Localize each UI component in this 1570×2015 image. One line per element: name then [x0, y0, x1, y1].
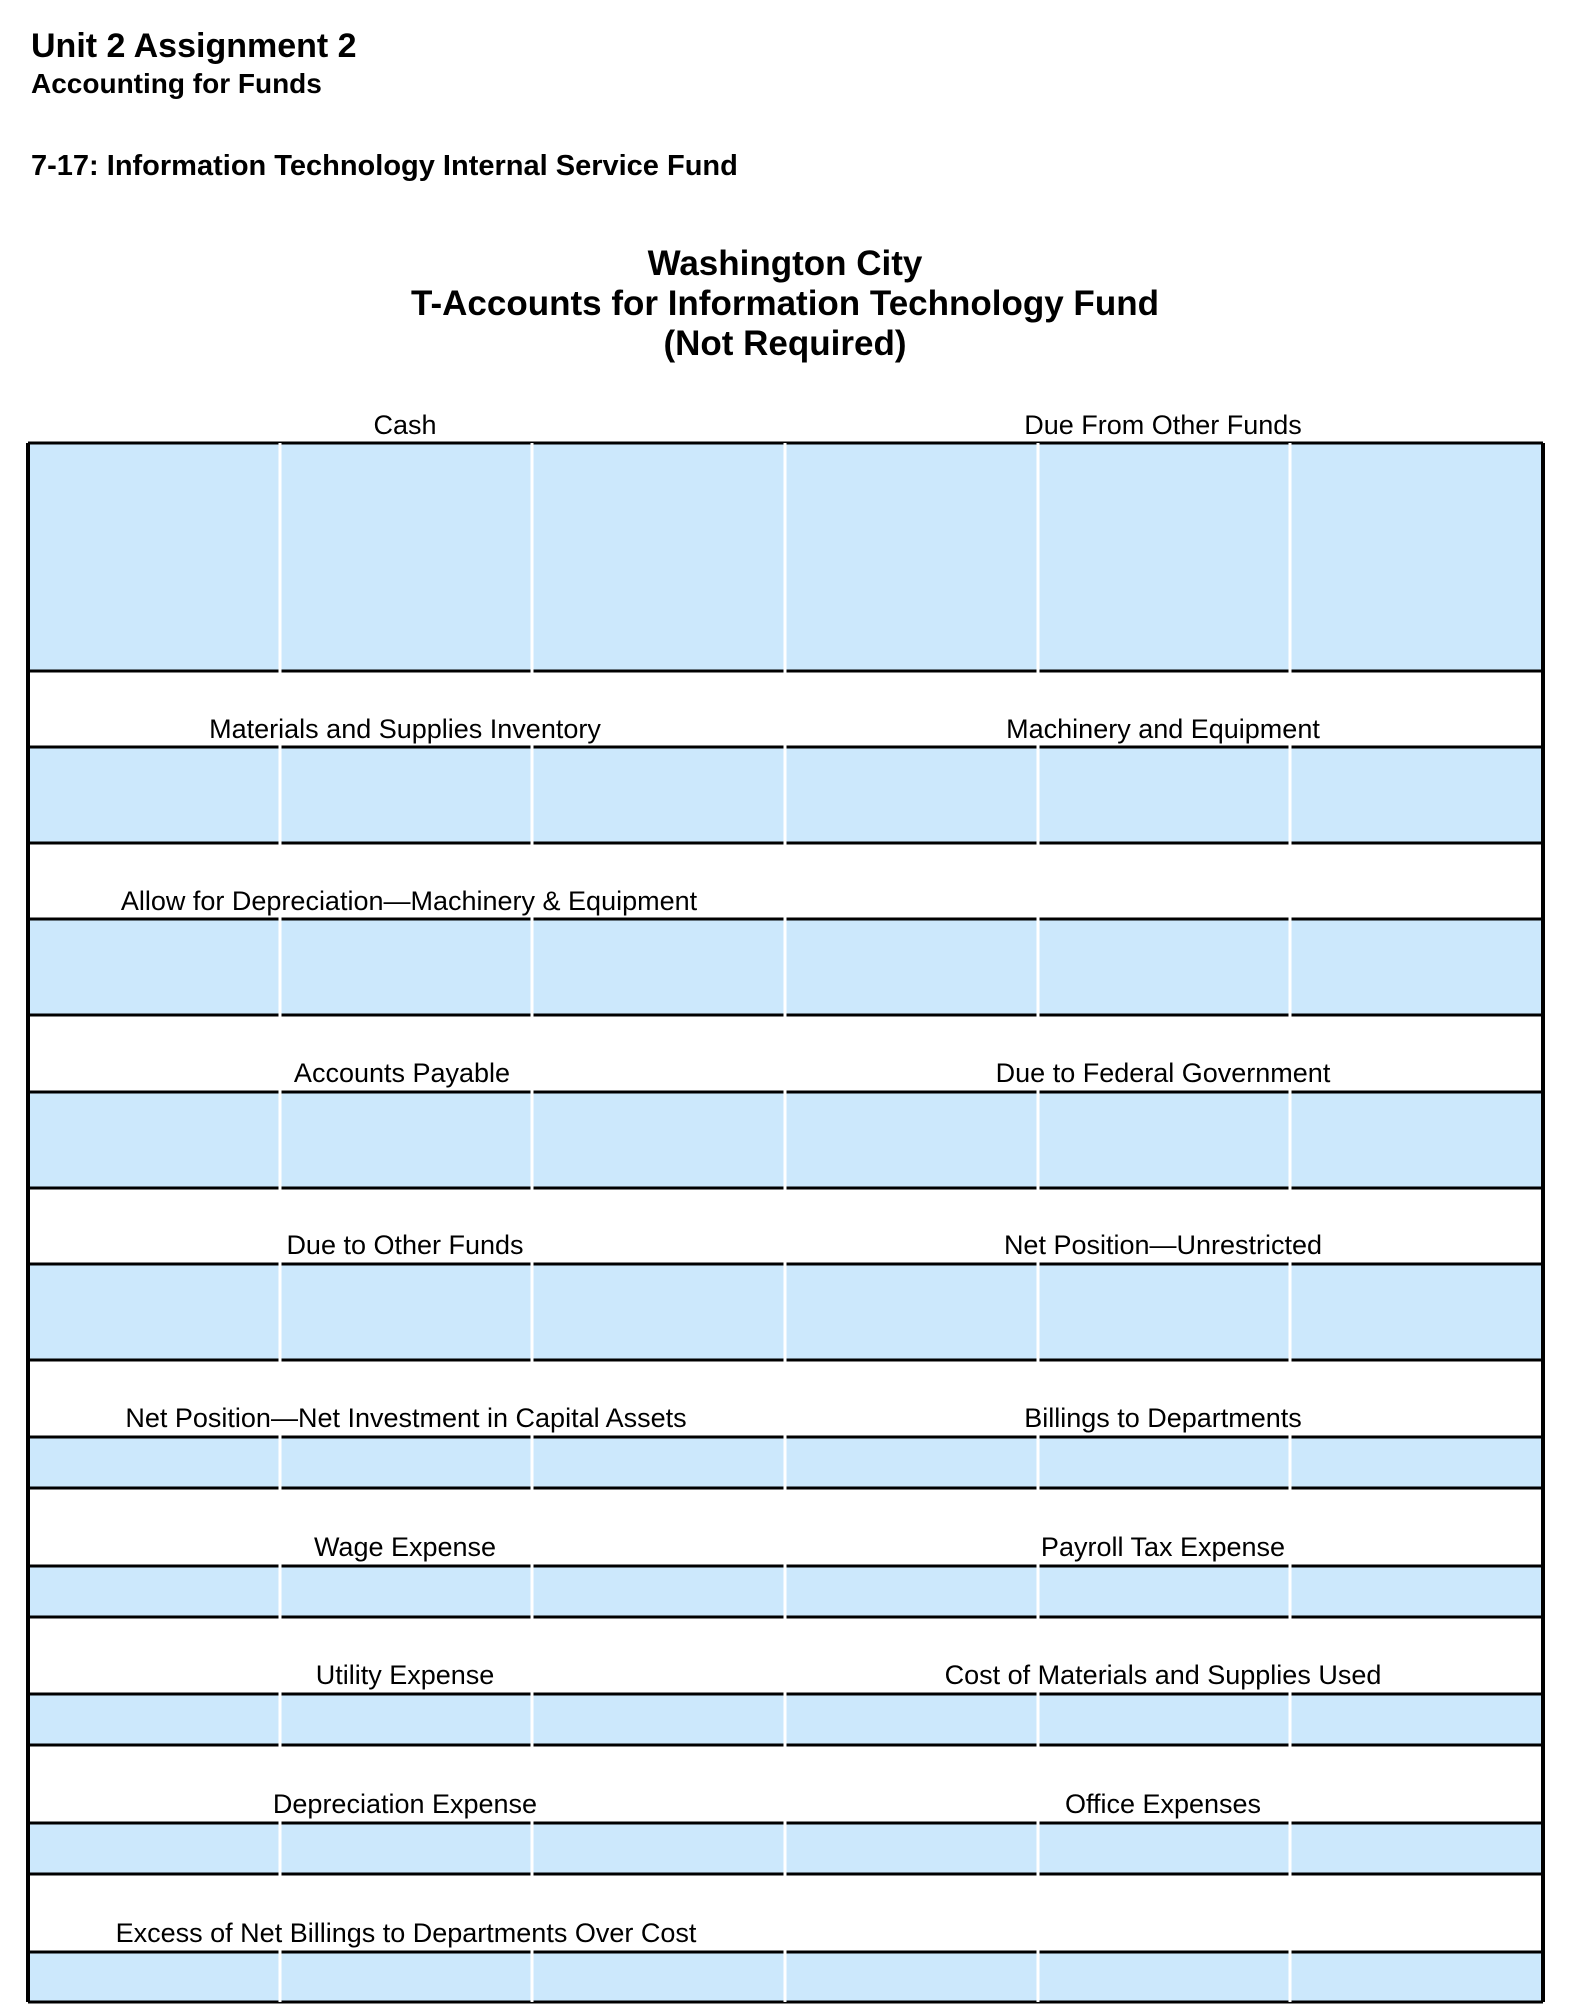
entity-name: Washington City	[647, 244, 923, 283]
account-label-utility-expense: Utility Expense	[315, 1660, 495, 1690]
account-label-net-position-unrestricted: Net Position—Unrestricted	[1003, 1230, 1323, 1260]
account-label-office-expenses: Office Expenses	[1064, 1789, 1262, 1819]
account-label-accounts-payable: Accounts Payable	[293, 1058, 511, 1088]
account-label-machinery-equipment: Machinery and Equipment	[1006, 714, 1320, 744]
account-label-cash: Cash	[373, 410, 437, 440]
account-label-excess-net-billings: Excess of Net Billings to Departments Over Cost	[115, 1918, 697, 1948]
account-label-wage-expense: Wage Expense	[313, 1532, 497, 1562]
statement-note: (Not Required)	[663, 324, 907, 363]
account-label-depreciation-expense: Depreciation Expense	[272, 1789, 538, 1819]
account-label-cost-materials-used: Cost of Materials and Supplies Used	[944, 1660, 1382, 1690]
assignment-subject: Accounting for Funds	[31, 68, 322, 99]
account-label-due-to-other-funds: Due to Other Funds	[286, 1230, 524, 1260]
account-label-due-federal-government: Due to Federal Government	[995, 1058, 1331, 1088]
problem-title: 7-17: Information Technology Internal Service Fund	[31, 150, 738, 182]
account-label-billings-departments: Billings to Departments	[1024, 1403, 1302, 1433]
account-label-allow-depreciation: Allow for Depreciation—Machinery & Equipment	[120, 886, 698, 916]
account-label-materials-inventory: Materials and Supplies Inventory	[209, 714, 601, 744]
account-label-due-from-other-funds: Due From Other Funds	[1024, 410, 1302, 440]
account-label-payroll-tax-expense: Payroll Tax Expense	[1040, 1532, 1286, 1562]
assignment-title: Unit 2 Assignment 2	[31, 27, 357, 65]
account-label-net-investment-capital: Net Position—Net Investment in Capital Assets	[125, 1403, 687, 1433]
statement-title: T-Accounts for Information Technology Fund	[411, 284, 1159, 323]
